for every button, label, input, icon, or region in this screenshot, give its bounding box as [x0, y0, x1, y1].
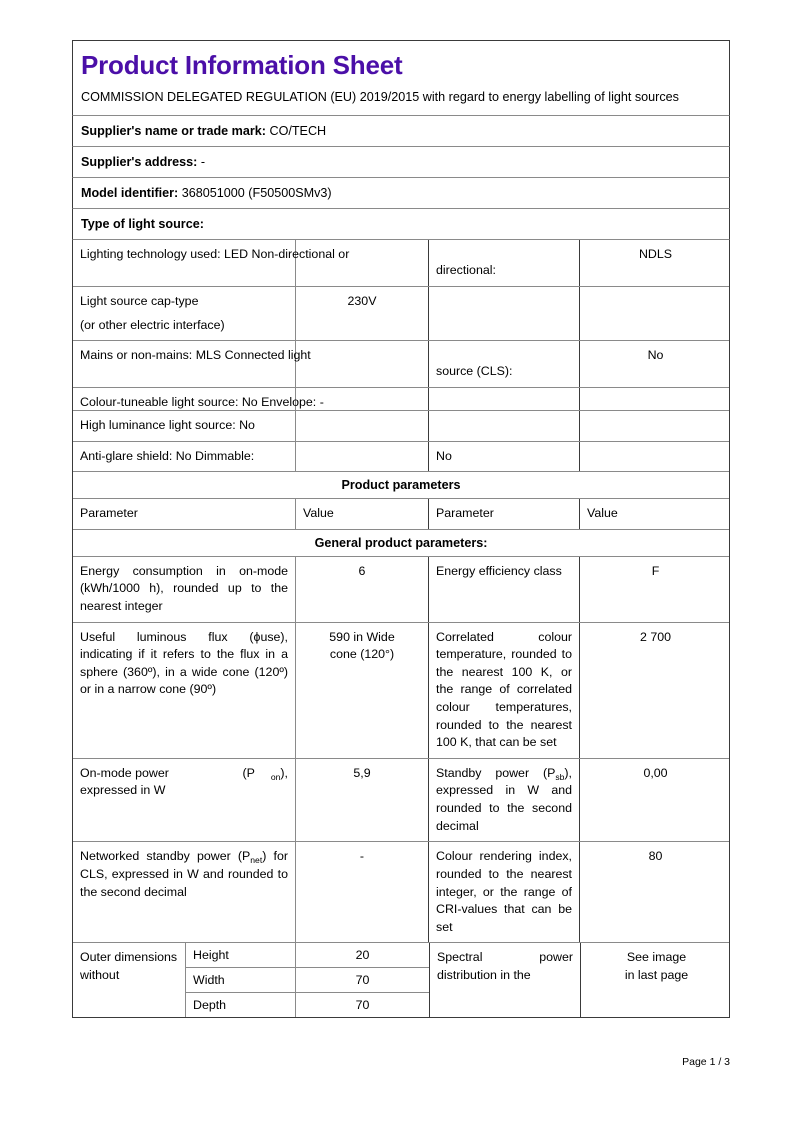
cap-type-label-cell: [73, 287, 296, 340]
outer-dimensions-label: Outer dimensions without: [73, 943, 186, 1017]
header-parameter-1: Parameter: [73, 499, 296, 529]
general-product-parameters-banner: General product parameters:: [314, 535, 488, 550]
energy-consumption-value: 6: [296, 557, 429, 622]
colour-tuneable-text: Colour-tuneable light source: No Envelope: -: [80, 394, 324, 409]
energy-efficiency-class-value: F: [651, 563, 660, 578]
table-row-anti-glare: [73, 442, 729, 473]
networked-standby-power-value: -: [296, 842, 429, 942]
luminous-flux-value: [296, 623, 429, 758]
supplier-address-label: Supplier's address:: [81, 155, 198, 170]
colour-tuneable-value-cell: [580, 388, 731, 410]
spectral-power-distribution-label: Spectral power distribution in the: [430, 943, 581, 1017]
connected-light-source-value-cell: No: [647, 348, 664, 363]
page-footer: Page 1 / 3: [682, 1056, 730, 1068]
cap-type-line-1: Light source cap-type: [80, 294, 199, 309]
dimmable-value-cell: No: [429, 442, 580, 472]
on-mode-power-text: On-mode power: [80, 765, 169, 780]
high-luminance-value-cell: [296, 411, 429, 441]
table-row-colour-tuneable: [73, 388, 729, 411]
mains-or-non-mains-text: Mains or non-mains: MLS Connected light: [80, 348, 311, 363]
product-parameters-banner: Product parameters: [341, 478, 461, 493]
table-row-product-parameters-banner: [73, 472, 729, 499]
title-block: [72, 40, 730, 116]
dimension-row-depth: [186, 993, 429, 1017]
dimension-name-width: Width: [186, 968, 296, 992]
supplier-address-row: [72, 147, 730, 178]
outer-dimensions-subtable: [186, 943, 430, 1017]
dimension-value-height: 20: [355, 948, 370, 963]
ndls-value-cell: NDLS: [638, 247, 673, 262]
high-luminance-cell: High luminance light source: No: [73, 411, 296, 441]
table-row-luminous-flux: [73, 623, 729, 759]
type-of-light-source-row: [72, 209, 730, 240]
luminous-flux-value-line-1: 590 in Wide: [329, 629, 395, 644]
networked-standby-power-label: Networked standby power $(P_{net})$ for CLS, expressed in W and rounded to the second decimal: [73, 842, 296, 942]
supplier-name-value: CO/TECH: [269, 124, 327, 139]
on-mode-power-unit-text: expressed in W: [80, 783, 166, 798]
dimension-name-depth: Depth: [186, 993, 296, 1017]
dimension-value-width: 70: [355, 973, 370, 988]
anti-glare-cell: Anti-glare shield: No Dimmable:: [73, 442, 296, 472]
header-value-1: Value: [296, 499, 429, 529]
model-identifier-row: [72, 178, 730, 209]
cap-type-param-cell: [429, 287, 580, 340]
dimension-name-height: Height: [186, 943, 296, 967]
table-row-networked-standby-power: [73, 842, 729, 943]
connected-light-source-label-cell: source (CLS):: [429, 341, 580, 387]
product-information-sheet: [72, 40, 730, 1018]
spectral-value-line-2: in last page: [624, 967, 689, 982]
dimension-value-depth: 70: [355, 998, 370, 1013]
table-row-cap-type: [73, 287, 729, 341]
table-row-mains-cls: [73, 341, 729, 388]
colour-rendering-index-label: Colour rendering index, rounded to the nearest integer, or the range of CRI-values that can be set: [429, 842, 580, 942]
lighting-technology-text: Lighting technology used: LED Non-directional or: [80, 247, 350, 262]
standby-power-value: 0,00: [643, 765, 668, 780]
regulation-subtitle: COMMISSION DELEGATED REGULATION (EU) 2019/2015 with regard to energy labelling of light sources: [81, 90, 679, 105]
energy-consumption-label: Energy consumption in on-mode (kWh/1000 h), rounded up to the nearest integer: [73, 557, 296, 622]
spectral-value-line-1: See image: [626, 950, 687, 965]
on-mode-power-value: 5,9: [296, 759, 429, 841]
mains-value-cell: [296, 341, 429, 387]
supplier-address-value: -: [200, 155, 206, 170]
model-identifier-label: Model identifier:: [81, 186, 179, 201]
dimension-row-width: [186, 968, 429, 993]
model-identifier-value: 368051000 (F50500SMv3): [181, 186, 332, 201]
colour-tuneable-param-cell: [429, 388, 580, 410]
directional-label-cell: directional:: [429, 240, 580, 286]
supplier-name-label: Supplier's name or trade mark:: [81, 124, 266, 139]
cap-type-value-cell: 230V: [296, 287, 429, 340]
table-row-general-banner: [73, 530, 729, 557]
anti-glare-right-value-cell: [580, 442, 731, 472]
table-row-energy-consumption: [73, 557, 729, 623]
type-of-light-source-label: Type of light source:: [81, 217, 204, 232]
header-parameter-2: Parameter: [429, 499, 580, 529]
table-row-outer-dimensions: [73, 943, 729, 1017]
high-luminance-param-cell: [429, 411, 580, 441]
table-row-on-mode-power: [73, 759, 729, 842]
cap-type-empty-value-cell: [580, 287, 731, 340]
spectral-power-distribution-value: [581, 943, 732, 1017]
anti-glare-value-cell: [296, 442, 429, 472]
supplier-name-row: [72, 116, 730, 147]
page-title: Product Information Sheet: [81, 50, 403, 80]
colour-rendering-index-value: 80: [648, 849, 663, 864]
header-value-2: Value: [587, 506, 618, 521]
standby-power-label: Standby power $(P_{sb})$, expressed in W and rounded to the second decimal: [429, 759, 580, 841]
table-row-lighting-technology: [73, 240, 729, 287]
luminous-flux-value-line-2: cone (120°): [329, 647, 395, 662]
luminous-flux-label: Useful luminous flux (ϕuse), indicating if it refers to the flux in a sphere (360º), in a wide cone (120º) or in a narrow cone (90º): [73, 623, 296, 758]
parameters-table: [72, 240, 730, 1018]
dimension-row-height: [186, 943, 429, 968]
on-mode-power-label: [73, 759, 296, 841]
table-row-column-headers: [73, 499, 729, 530]
high-luminance-right-value-cell: [580, 411, 731, 441]
correlated-colour-temperature-label: Correlated colour temperature, rounded to the nearest 100 K, or the range of correlated colour temperatures, rounded to the nearest 100 K, that can be set: [429, 623, 580, 758]
cap-type-line-2: (or other electric interface): [80, 317, 225, 332]
table-row-high-luminance: [73, 411, 729, 442]
correlated-colour-temperature-value: 2 700: [639, 629, 671, 644]
energy-efficiency-class-label: Energy efficiency class: [429, 557, 580, 622]
on-mode-power-symbol: (P $_{on}$),: [242, 765, 288, 782]
